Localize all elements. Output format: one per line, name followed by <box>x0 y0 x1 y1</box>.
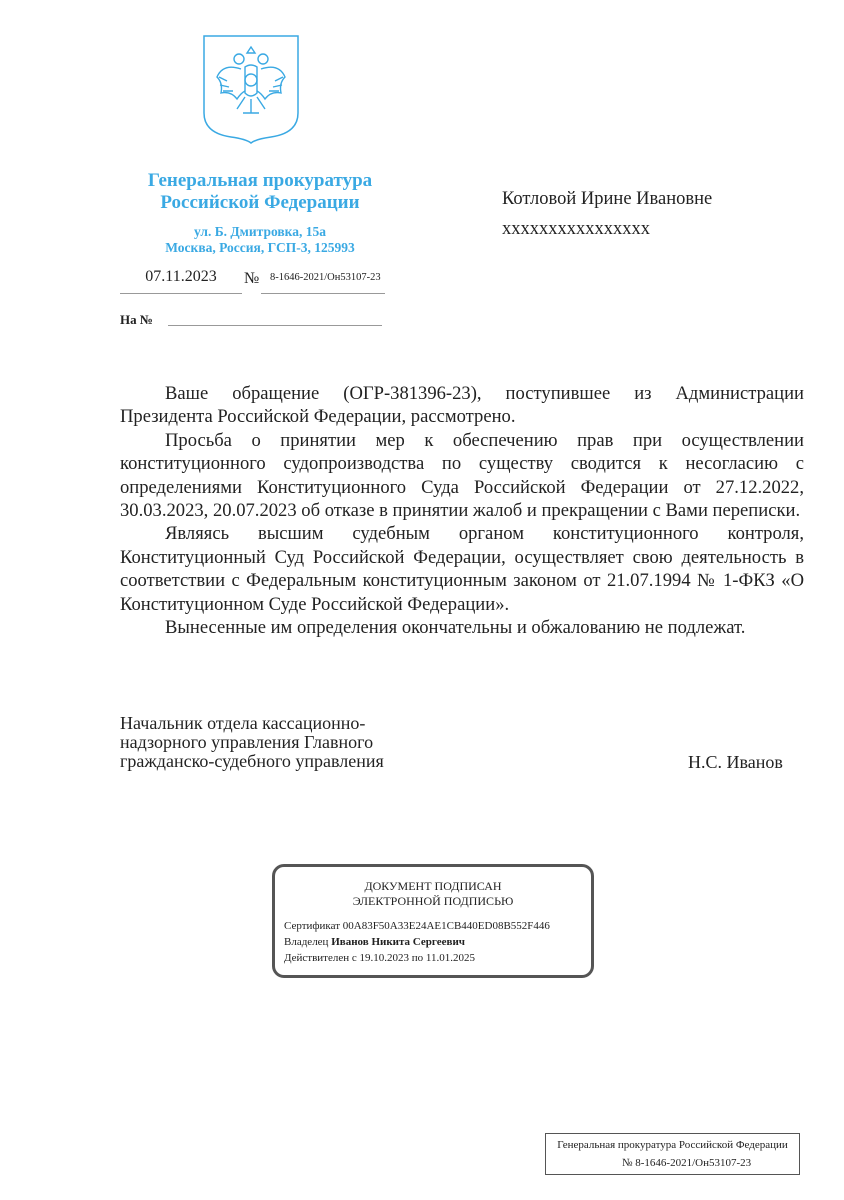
stamp-title: ДОКУМЕНТ ПОДПИСАН <box>364 879 502 893</box>
valid-from: 19.10.2023 <box>359 952 410 964</box>
address-line: Москва, Россия, ГСП-3, 125993 <box>165 240 355 255</box>
recipient-name: Котловой Ирине Ивановне <box>502 189 713 209</box>
state-emblem <box>201 33 301 145</box>
certificate-label: Сертификат <box>284 920 340 932</box>
owner-label: Владелец <box>284 936 329 948</box>
paragraph: Ваше обращение (ОГР-381396-23), поступившее из Администрации Президента Российской Федерации, рассмотрено. <box>120 383 804 428</box>
number-underline <box>261 293 385 294</box>
recipient <box>502 184 712 244</box>
organization-line: Российской Федерации <box>160 192 360 213</box>
organization-line: Генеральная прокуратура <box>147 170 373 191</box>
owner-value: Иванов Никита Сергеевич <box>331 936 465 948</box>
footer-number: 8-1646-2021/Он53107-23 <box>635 1157 752 1169</box>
organization-name <box>120 170 400 214</box>
in-reply-label: На № <box>120 312 153 327</box>
electronic-signature-stamp <box>272 864 594 978</box>
stamp-title: ЭЛЕКТРОННОЙ ПОДПИСЬЮ <box>352 894 514 908</box>
letter-body <box>120 382 804 639</box>
recipient-address: xxxxxxxxxxxxxxxx <box>502 219 650 239</box>
footer-registration-box <box>545 1133 800 1175</box>
position-line: Начальник отдела кассационно- <box>120 713 366 733</box>
valid-to: 11.01.2025 <box>425 952 475 964</box>
certificate-value: 00A83F50A33E24AE1CB440ED08B552F446 <box>342 920 550 932</box>
document-number: 8-1646-2021/Он53107-23 <box>270 272 381 283</box>
signer-position <box>120 714 384 771</box>
date-underline <box>120 293 242 294</box>
valid-label: Действителен с <box>284 952 357 964</box>
paragraph: Вынесенные им определения окончательны и обжалованию не подлежат. <box>165 617 746 639</box>
position-line: надзорного управления Главного <box>120 732 374 752</box>
paragraph: Являясь высшим судебным органом конституционного контроля, Конституционный Суд Российской Федерации, осуществляет свою деятельность в соответствии с Федеральным конституционным законом от 21.07.1994 № 1-ФКЗ «О Конституционном Суде Российской Федерации». <box>120 523 804 615</box>
footer-number-sign: № <box>622 1157 633 1169</box>
footer-organization: Генеральная прокуратура Российской Федерации <box>557 1139 788 1151</box>
document-date: 07.11.2023 <box>145 268 217 285</box>
in-reply-underline <box>168 325 382 326</box>
paragraph: Просьба о принятии мер к обеспечению прав при осуществлении конституционного судопроизводства по существу сводится к несогласию с определениями Конституционного Суда Российской Федерации от 27.12.2022, 30.03.2023, 20.07.2023 об отказе в принятии жалоб и прекращении с Вами переписки. <box>120 429 804 522</box>
organization-address <box>120 224 400 256</box>
address-line: ул. Б. Дмитровка, 15а <box>193 224 326 239</box>
position-line: гражданско-судебного управления <box>120 751 384 771</box>
number-sign: № <box>244 270 260 287</box>
valid-to-label: по <box>411 952 424 964</box>
signer-name: Н.С. Иванов <box>688 752 783 772</box>
